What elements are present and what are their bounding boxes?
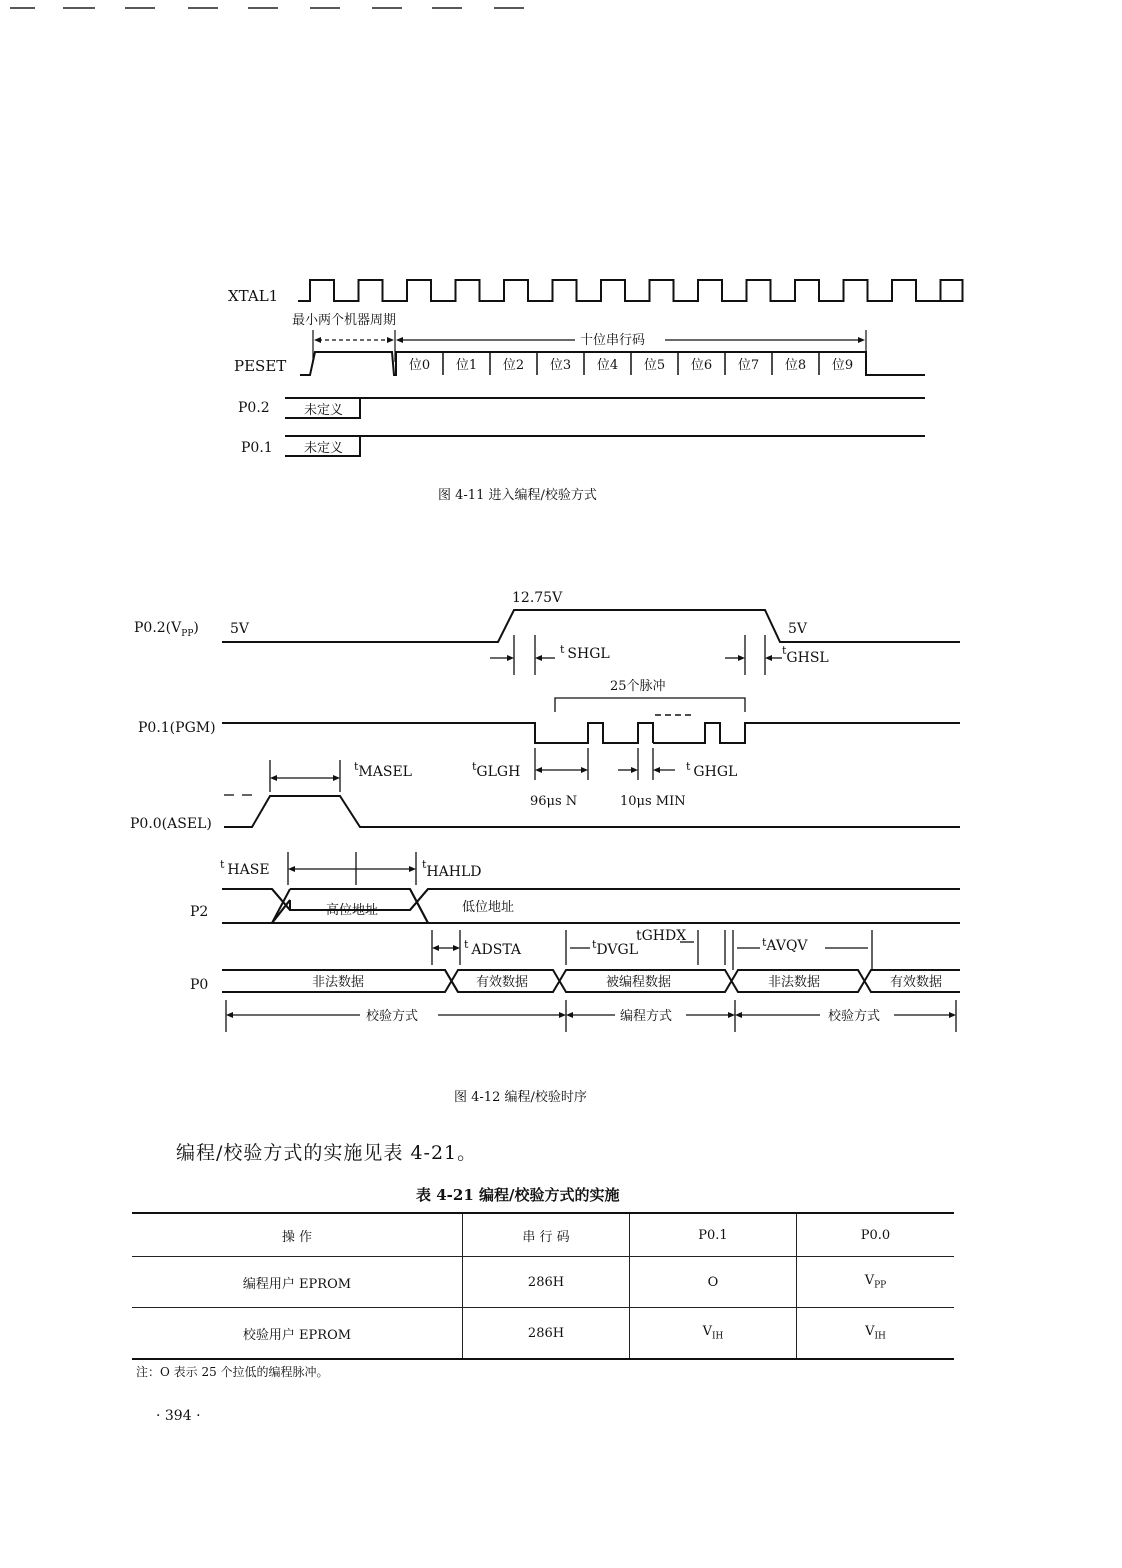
label-serial-code: 十位串行码 (580, 333, 646, 348)
label-tdvgl: $^t$DVGL (592, 938, 638, 958)
label-5v-right: 5V (788, 621, 808, 637)
bit-label: 位8 (784, 358, 807, 373)
label-addr-low: 低位地址 (462, 900, 515, 915)
table-row (132, 1308, 954, 1360)
cell-operation: 校验用户 EPROM (132, 1308, 463, 1360)
label-12-75v: 12.75V (512, 590, 563, 606)
label-tmasel: $^t$MASEL (354, 760, 412, 780)
header-operation: 操 作 (132, 1213, 463, 1257)
cell-p01: O (630, 1257, 797, 1308)
bit-label: 位9 (831, 358, 854, 373)
signal-reset: PESET (234, 357, 287, 375)
label-mode-verify-2: 校验方式 (828, 1009, 881, 1024)
label-p0-invalid-2: 非法数据 (768, 975, 821, 990)
label-tshgl: $^t$ SHGL (560, 643, 610, 662)
label-thahld: $^t$HAHLD (422, 858, 482, 880)
label-undefined-p02: 未定义 (304, 403, 344, 418)
bit-label: 位0 (408, 358, 431, 373)
label-tghsl: $^t$GHSL (782, 644, 829, 666)
signal-p02: P0.2 (238, 400, 270, 416)
cell-operation: 编程用户 EPROM (132, 1257, 463, 1308)
label-p0-valid-2: 有效数据 (890, 975, 943, 990)
signal-p2: P2 (190, 904, 209, 920)
xtal1-clock-wave (298, 280, 963, 301)
bit-label: 位6 (690, 358, 713, 373)
cell-p00: $V_{PP}$ (797, 1257, 955, 1308)
bit-label: 位4 (596, 358, 619, 373)
signal-asel: P0.0(ASEL) (130, 816, 212, 832)
bit-label: 位3 (549, 358, 572, 373)
bit-label: 位5 (643, 358, 666, 373)
table-title: 表 4-21 编程/校验方式的实施 (416, 1186, 620, 1204)
label-undefined-p01: 未定义 (304, 441, 344, 456)
p02-wave (285, 398, 925, 418)
cell-serial-code: 286H (463, 1308, 630, 1360)
label-tavqv: $^t$AVQV (762, 936, 808, 954)
caption-fig-4-12: 图 4-12 编程/校验时序 (454, 1090, 587, 1105)
label-thase: $^t$ HASE (220, 858, 270, 878)
header-serial-code: 串 行 码 (463, 1213, 630, 1257)
p01-wave (285, 436, 925, 456)
body-paragraph: 编程/校验方式的实施见表 4-21。 (176, 1142, 478, 1164)
label-tghdx: tGHDX (636, 928, 687, 944)
cell-p00: $V_{IH}$ (797, 1308, 955, 1360)
label-mode-program: 编程方式 (620, 1009, 673, 1024)
label-tadsta: $^t$ ADSTA (464, 938, 522, 958)
pgm-wave (222, 723, 960, 743)
figure-4-11 (0, 260, 1122, 470)
bit-label: 位2 (502, 358, 525, 373)
signal-p0: P0 (190, 977, 209, 993)
label-min-cycles: 最小两个机器周期 (292, 313, 397, 328)
label-96us: 96μs N (530, 794, 578, 809)
signal-vpp: $P0.2(V_{PP})$ (134, 620, 199, 639)
spec-table (132, 1212, 954, 1360)
table-row (132, 1257, 954, 1308)
header-p00: P0.0 (797, 1213, 955, 1257)
bit-label: 位7 (737, 358, 760, 373)
caption-fig-4-11: 图 4-11 进入编程/校验方式 (438, 488, 597, 503)
label-p0-valid-1: 有效数据 (476, 975, 529, 990)
signal-pgm: P0.1(PGM) (138, 720, 216, 736)
table-header-row (132, 1213, 954, 1257)
label-mode-verify-1: 校验方式 (366, 1009, 419, 1024)
table-note: 注：O 表示 25 个拉低的编程脉冲。 (136, 1365, 329, 1379)
label-10us: 10μs MIN (620, 794, 686, 809)
bit-label: 位1 (455, 358, 478, 373)
cell-serial-code: 286H (463, 1257, 630, 1308)
figure-4-12 (0, 580, 1122, 1050)
page-number: · 394 · (156, 1408, 201, 1424)
vpp-wave (222, 610, 960, 642)
signal-xtal1: XTAL1 (228, 287, 279, 305)
top-edge-marks (0, 0, 1122, 20)
asel-wave (224, 796, 960, 827)
label-addr-high: 高位地址 (326, 903, 379, 918)
header-p01: P0.1 (630, 1213, 797, 1257)
cell-p01: $V_{IH}$ (630, 1308, 797, 1360)
label-tghgl: $^t$ GHGL (686, 760, 738, 780)
label-25-pulses: 25个脉冲 (610, 679, 666, 694)
label-p0-program: 被编程数据 (606, 975, 672, 990)
label-5v-left: 5V (230, 621, 250, 637)
label-tglgh: $^t$GLGH (472, 760, 521, 780)
label-p0-invalid-1: 非法数据 (312, 975, 365, 990)
signal-p01: P0.1 (241, 440, 273, 456)
